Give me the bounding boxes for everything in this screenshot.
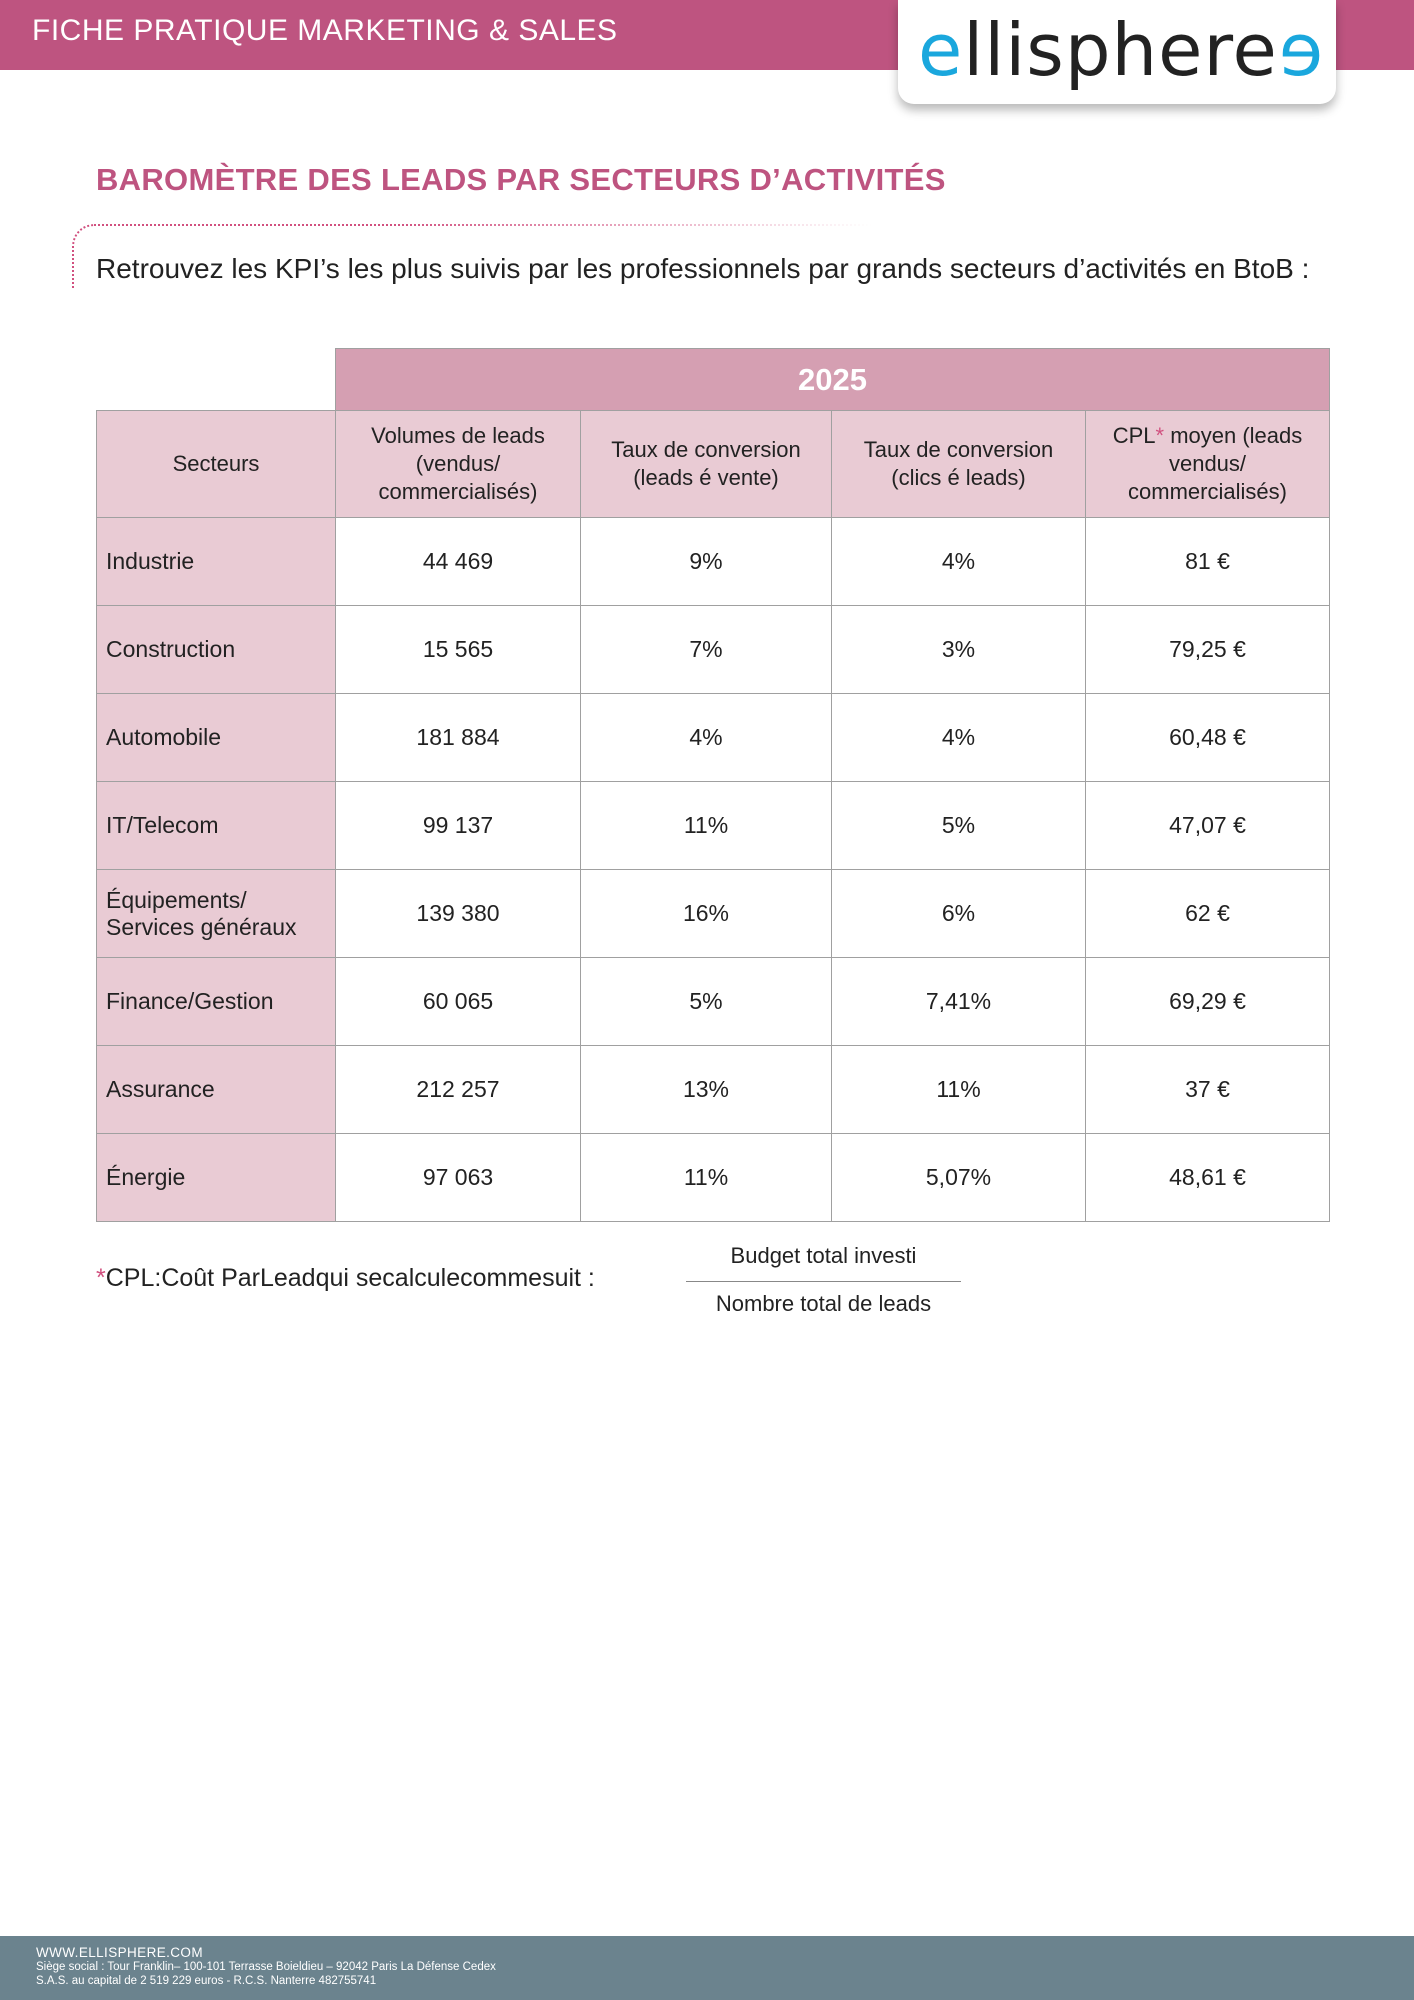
table-header-row <box>97 411 1330 518</box>
table-year-row <box>97 349 1330 411</box>
footnote-text: CPL:Coût ParLeadqui secalculecommesuit : <box>105 1264 595 1292</box>
cell-conversion-clicks: 7,41% <box>832 958 1086 1046</box>
table-row <box>97 870 1330 958</box>
cell-volumes: 181 884 <box>336 694 581 782</box>
cell-cpl: 60,48 € <box>1086 694 1330 782</box>
cell-volumes: 139 380 <box>336 870 581 958</box>
cell-conversion-clicks: 11% <box>832 1046 1086 1134</box>
cell-sector: Assurance <box>97 1046 336 1134</box>
cell-conversion-sale: 16% <box>581 870 832 958</box>
cell-cpl: 47,07 € <box>1086 782 1330 870</box>
cell-sector: Équipements/ Services généraux <box>97 870 336 958</box>
table-corner-blank <box>97 349 336 411</box>
footer-info <box>36 1946 496 1988</box>
header-sectors: Secteurs <box>97 411 336 518</box>
cell-sector: IT/Telecom <box>97 782 336 870</box>
cell-sector: Industrie <box>97 518 336 606</box>
cell-cpl: 48,61 € <box>1086 1134 1330 1222</box>
table-row <box>97 1134 1330 1222</box>
header-cpl-suffix: moyen (leads vendus/ commercialisés) <box>1128 423 1303 504</box>
cell-conversion-sale: 5% <box>581 958 832 1046</box>
cell-cpl: 69,29 € <box>1086 958 1330 1046</box>
formula-denominator: Nombre total de leads <box>715 1291 932 1316</box>
cell-volumes: 60 065 <box>336 958 581 1046</box>
footer-band <box>0 1936 1414 2000</box>
footnote <box>96 1264 595 1293</box>
intro-text: Retrouvez les KPI’s les plus suivis par les professionnels par grands secteurs d’activités en BtoB : <box>96 253 1310 284</box>
table-row <box>97 958 1330 1046</box>
cell-cpl: 81 € <box>1086 518 1330 606</box>
cell-cpl: 79,25 € <box>1086 606 1330 694</box>
formula-numerator: Budget total investi <box>686 1238 961 1282</box>
logo-letter-e-end: e <box>1277 8 1324 92</box>
cell-conversion-sale: 11% <box>581 782 832 870</box>
cell-cpl: 62 € <box>1086 870 1330 958</box>
cell-volumes: 44 469 <box>336 518 581 606</box>
footer-website-link[interactable]: WWW.ELLISPHERE.COM <box>36 1945 203 1960</box>
cell-volumes: 212 257 <box>336 1046 581 1134</box>
footnote-asterisk: * <box>96 1264 106 1292</box>
footer-legal: S.A.S. au capital de 2 519 229 euros - R.C.S. Nanterre 482755741 <box>36 1975 377 1987</box>
cell-conversion-clicks: 4% <box>832 694 1086 782</box>
table-year-header: 2025 <box>336 349 1330 411</box>
logo-wordmark: llisphere <box>963 8 1278 92</box>
kpi-table <box>96 348 1330 1222</box>
header-conversion-clicks: Taux de conversion (clics é leads) <box>832 411 1086 518</box>
cpl-formula <box>686 1238 961 1322</box>
table-row <box>97 694 1330 782</box>
cell-volumes: 99 137 <box>336 782 581 870</box>
cell-sector: Automobile <box>97 694 336 782</box>
cell-conversion-clicks: 5% <box>832 782 1086 870</box>
table-row <box>97 1046 1330 1134</box>
table-row <box>97 606 1330 694</box>
footer-address: Siège social : Tour Franklin– 100-101 Terrasse Boieldieu – 92042 Paris La Défense Cedex <box>36 1961 496 1973</box>
cell-conversion-clicks: 5,07% <box>832 1134 1086 1222</box>
cell-volumes: 15 565 <box>336 606 581 694</box>
cell-sector: Finance/Gestion <box>97 958 336 1046</box>
cell-conversion-sale: 11% <box>581 1134 832 1222</box>
header-title: FICHE PRATIQUE MARKETING & SALES <box>32 14 618 47</box>
cell-conversion-clicks: 4% <box>832 518 1086 606</box>
cell-conversion-sale: 4% <box>581 694 832 782</box>
section-title: BAROMÈTRE DES LEADS PAR SECTEURS D’ACTIVITÉS <box>96 162 946 197</box>
header-cpl-asterisk: * <box>1155 423 1165 448</box>
header-cpl <box>1086 411 1330 518</box>
cell-sector: Énergie <box>97 1134 336 1222</box>
cell-cpl: 37 € <box>1086 1046 1330 1134</box>
cell-conversion-sale: 13% <box>581 1046 832 1134</box>
cell-conversion-clicks: 6% <box>832 870 1086 958</box>
header-conversion-sale: Taux de conversion (leads é vente) <box>581 411 832 518</box>
cell-conversion-clicks: 3% <box>832 606 1086 694</box>
table-body <box>97 518 1330 1222</box>
table-row <box>97 782 1330 870</box>
logo-letter-e: e <box>918 8 964 92</box>
header-volumes: Volumes de leads (vendus/ commercialisés) <box>336 411 581 518</box>
cell-conversion-sale: 7% <box>581 606 832 694</box>
cell-sector: Construction <box>97 606 336 694</box>
header-cpl-label: CPL <box>1112 423 1156 448</box>
ellisphere-logo <box>918 8 1324 92</box>
cell-conversion-sale: 9% <box>581 518 832 606</box>
cell-volumes: 97 063 <box>336 1134 581 1222</box>
table-row <box>97 518 1330 606</box>
